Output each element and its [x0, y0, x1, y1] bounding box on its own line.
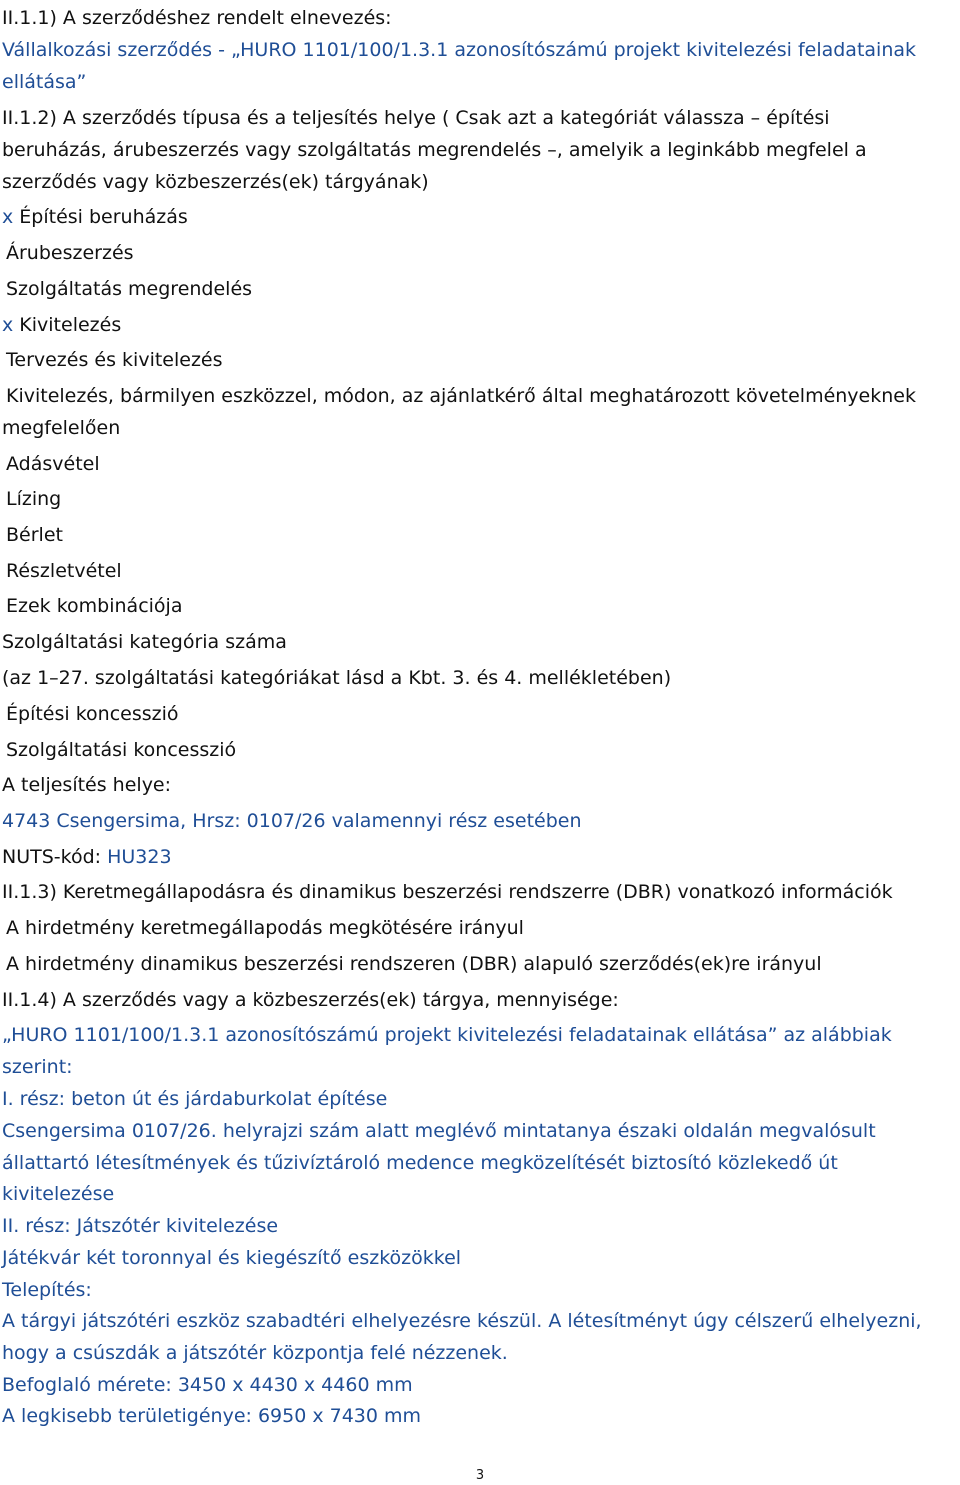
contract-name-cont: ellátása” [2, 71, 87, 93]
service-category-label: Szolgáltatási kategória száma [2, 631, 287, 653]
check-mark-icon: x [2, 206, 14, 228]
section-heading-ii-1-2: II.1.2) A szerződés típusa és a teljesítés helye ( Csak azt a kategóriát válassza – építési [2, 107, 830, 129]
option-barmilyen-cont: megfelelően [2, 417, 121, 439]
enclosing-dimensions: Befoglaló mérete: 3450 x 4430 x 4460 mm [2, 1374, 413, 1396]
performance-place-label: A teljesítés helye: [2, 774, 172, 796]
installation-label: Telepítés: [2, 1279, 92, 1301]
subject-description: „HURO 1101/100/1.3.1 azonosítószámú projekt kivitelezési feladatainak ellátása” az alábbiak [2, 1024, 892, 1046]
installation-text: A tárgyi játszótéri eszköz szabadtéri elhelyezésre készül. A létesítményt úgy célszerű elhelyezni, [2, 1310, 922, 1332]
option-adasvetel: Adásvétel [6, 453, 100, 475]
part-1-description-cont2: kivitelezése [2, 1183, 115, 1205]
minimum-area: A legkisebb területigénye: 6950 x 7430 mm [2, 1405, 422, 1427]
option-kivitelezes [2, 313, 121, 337]
installation-text-cont: hogy a csúszdák a játszótér központja felé nézzenek. [2, 1342, 508, 1364]
part-1-title: I. rész: beton út és járdaburkolat építése [2, 1088, 388, 1110]
dbr-line: A hirdetmény dinamikus beszerzési rendszeren (DBR) alapuló szerződés(ek)re irányul [6, 953, 822, 975]
part-1-description: Csengersima 0107/26. helyrajzi szám alatt meglévő mintatanya északi oldalán megvalósult [2, 1120, 876, 1142]
option-tervezes: Tervezés és kivitelezés [6, 349, 223, 371]
option-barmilyen: Kivitelezés, bármilyen eszközzel, módon, az ajánlatkérő által meghatározott követelményeknek [6, 385, 916, 407]
option-szolgaltatas: Szolgáltatás megrendelés [6, 278, 253, 300]
option-kombinacio: Ezek kombinációja [6, 595, 183, 617]
part-1-description-cont: állattartó létesítmények és tűzivíztároló medence megközelítését biztosító közlekedő út [2, 1152, 838, 1174]
section-heading-ii-1-1: II.1.1) A szerződéshez rendelt elnevezés: [2, 7, 392, 29]
framework-agreement-line: A hirdetmény keretmegállapodás megkötésére irányul [6, 917, 524, 939]
option-lizing: Lízing [6, 488, 62, 510]
option-label: Építési beruházás [19, 206, 188, 228]
page-number: 3 [475, 1468, 485, 1483]
service-category-note: (az 1–27. szolgáltatási kategóriákat lásd a Kbt. 3. és 4. mellékletében) [2, 667, 672, 689]
part-2-title: II. rész: Játszótér kivitelezése [2, 1215, 279, 1237]
option-label: Kivitelezés [19, 314, 122, 336]
option-arubeszerzes: Árubeszerzés [6, 242, 134, 264]
option-szolg-koncesszio: Szolgáltatási koncesszió [6, 739, 237, 761]
option-epitesi-beruhazas [2, 205, 188, 229]
section-heading-ii-1-2-cont: beruházás, árubeszerzés vagy szolgáltatás megrendelés –, amelyik a leginkább megfelel a [2, 139, 867, 161]
nuts-label: NUTS-kód: [2, 846, 102, 868]
nuts-code [2, 845, 172, 869]
check-mark-icon: x [2, 314, 14, 336]
section-heading-ii-1-4: II.1.4) A szerződés vagy a közbeszerzés(ek) tárgya, mennyisége: [2, 989, 619, 1011]
section-heading-ii-1-3: II.1.3) Keretmegállapodásra és dinamikus beszerzési rendszerre (DBR) vonatkozó információk [2, 881, 893, 903]
option-berlet: Bérlet [6, 524, 63, 546]
contract-name: Vállalkozási szerződés - „HURO 1101/100/1.3.1 azonosítószámú projekt kivitelezési feladatainak [2, 39, 917, 61]
option-epitesi-koncesszio: Építési koncesszió [6, 703, 179, 725]
nuts-value: HU323 [107, 846, 172, 868]
performance-place-value: 4743 Csengersima, Hrsz: 0107/26 valamennyi rész esetében [2, 810, 582, 832]
option-reszletvetel: Részletvétel [6, 560, 122, 582]
part-2-description: Játékvár két toronnyal és kiegészítő eszközökkel [2, 1247, 462, 1269]
subject-description-cont: szerint: [2, 1056, 73, 1078]
section-heading-ii-1-2-cont2: szerződés vagy közbeszerzés(ek) tárgyának) [2, 171, 429, 193]
